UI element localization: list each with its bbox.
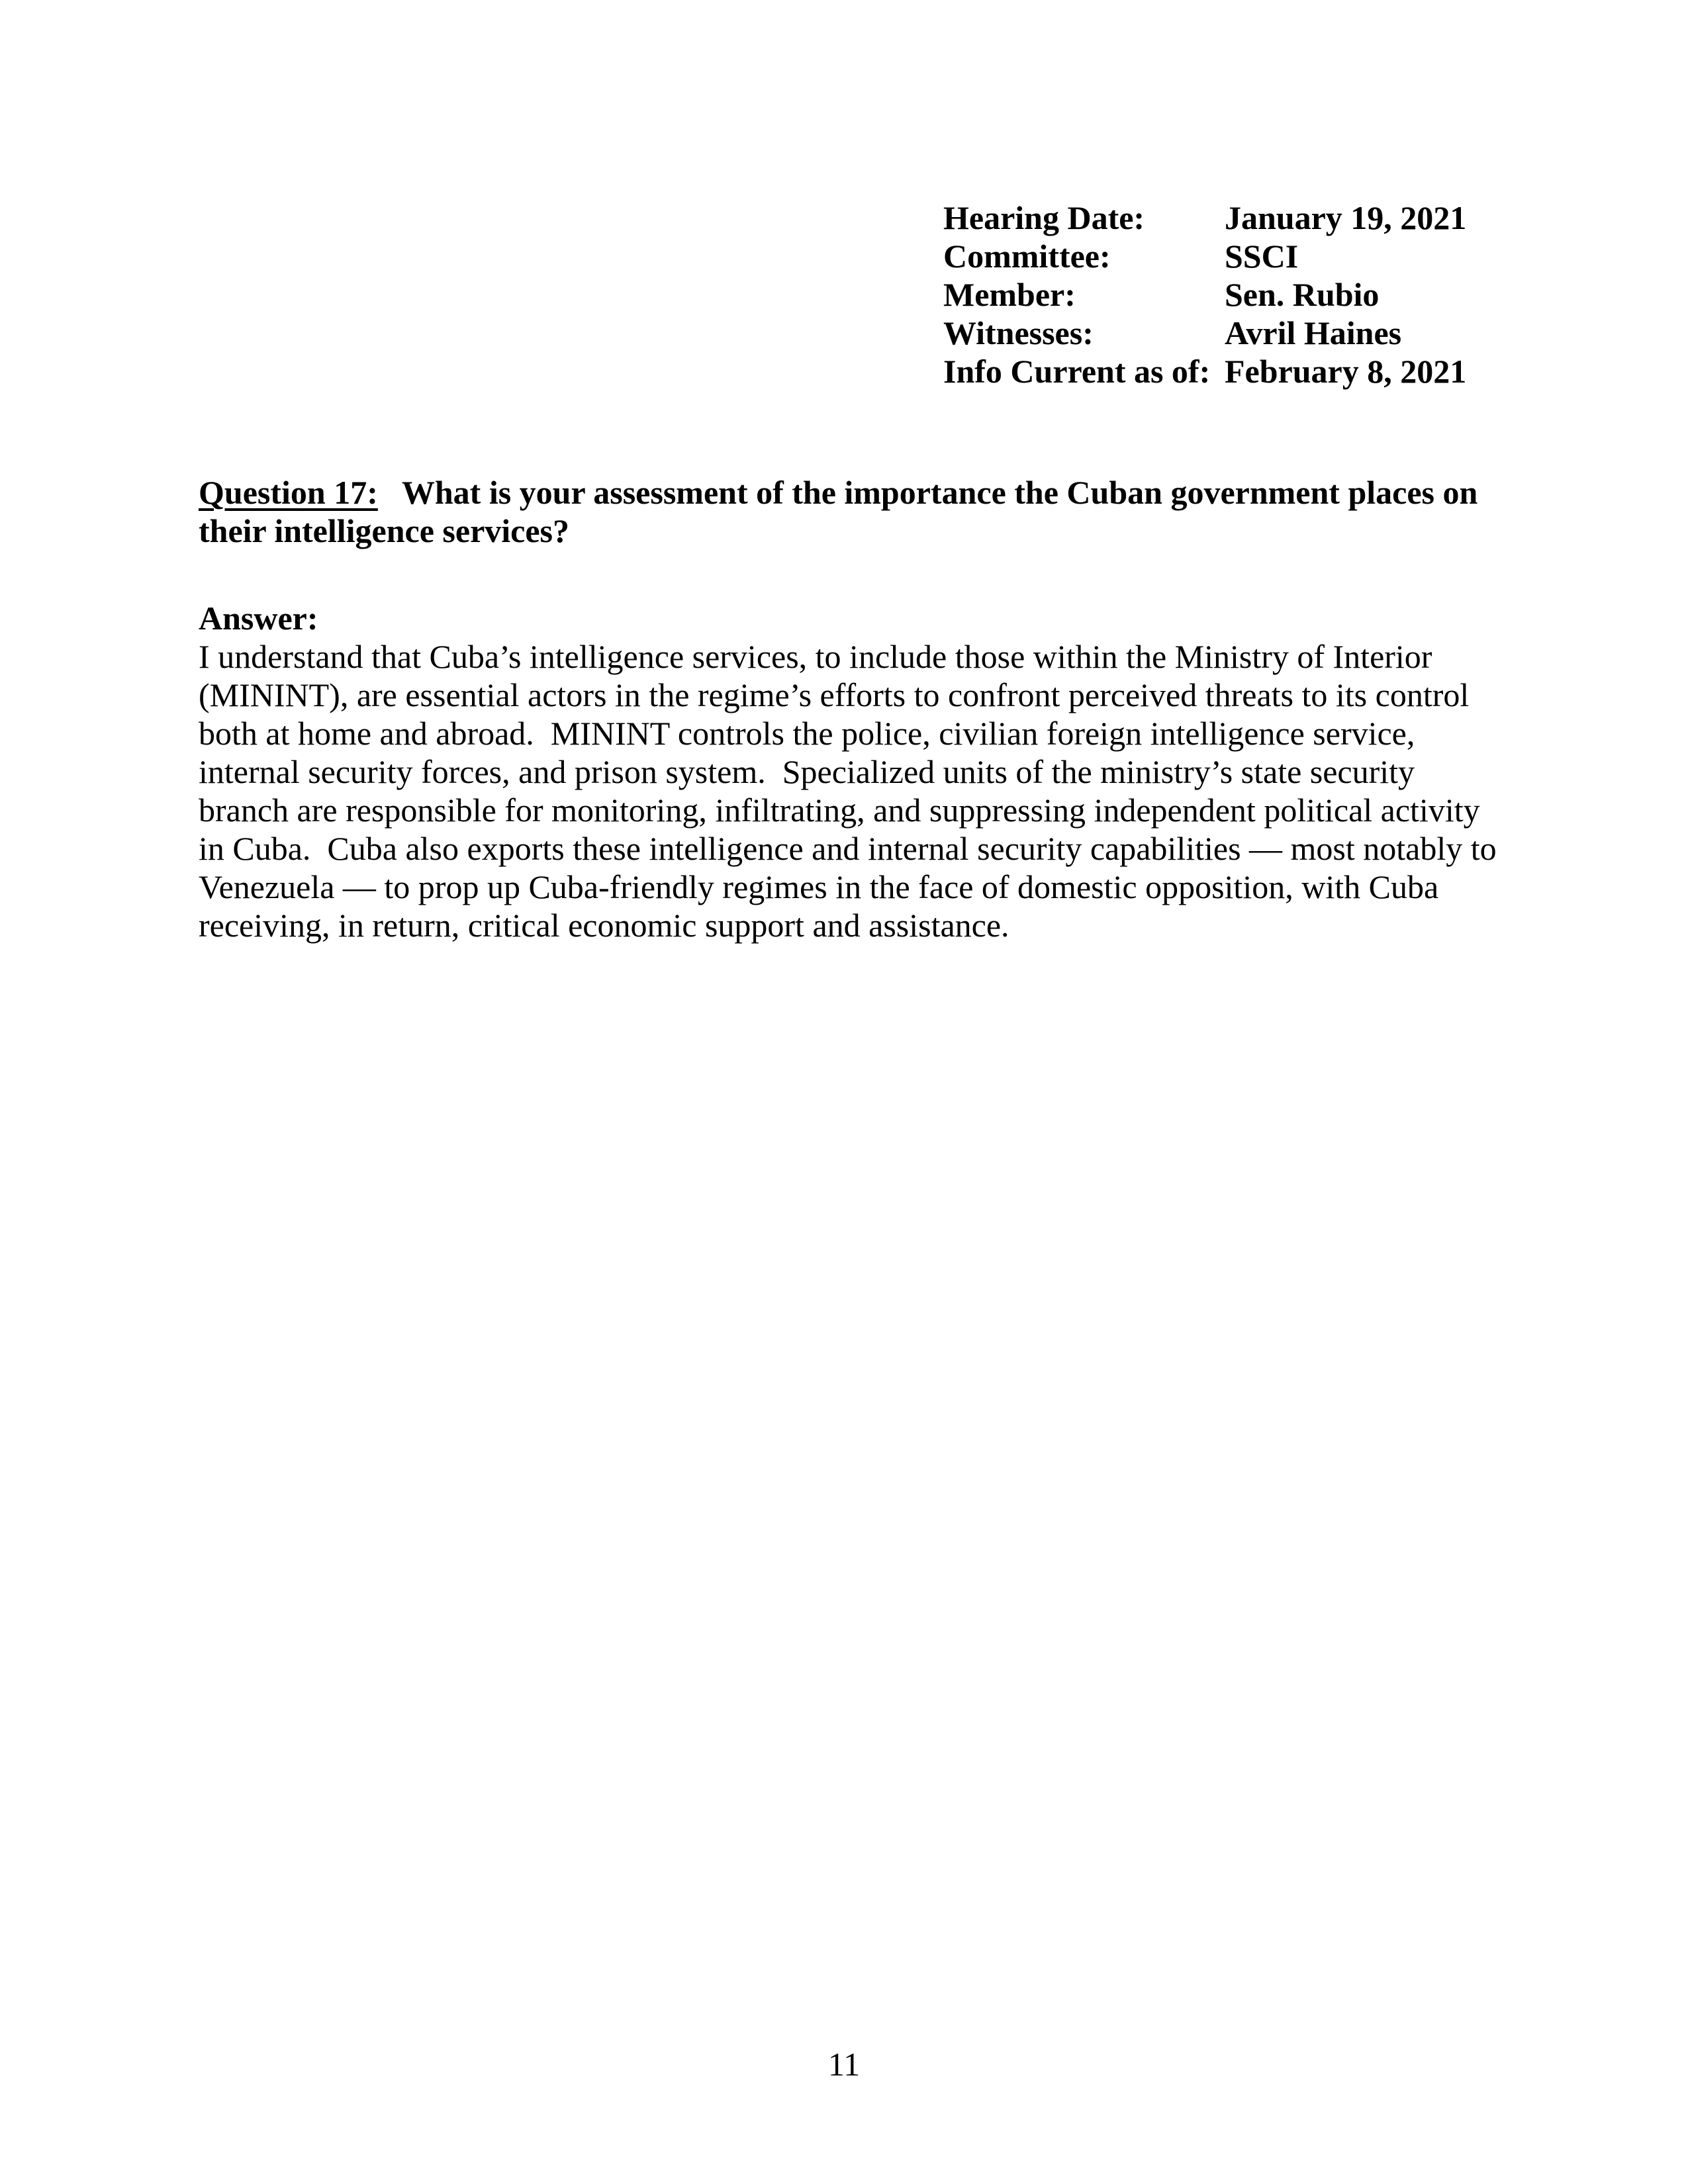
answer-block [199,599,1513,944]
question-label: Question 17: [199,474,378,511]
member-value: Sen. Rubio [1225,276,1380,313]
witnesses-value: Avril Haines [1225,314,1402,351]
question-paragraph [199,473,1513,550]
info-current-value: February 8, 2021 [1225,353,1467,390]
committee-label: Committee: [943,238,1111,275]
hearing-date-label: Hearing Date: [943,199,1145,236]
witnesses-label: Witnesses: [943,314,1094,351]
member-label: Member: [943,276,1076,313]
hearing-info-block [943,199,1466,390]
witnesses-row [943,314,1466,352]
answer-text: I understand that Cuba’s intelligence services, to include those within the Ministry of Interior (MININT), are essential actors in the regime’s efforts to confront perceived threats to its control both at home and abroad. MININT controls the police, civilian foreign intelligence service, internal security forces, and prison system. Specialized units of the ministry’s state security branch are responsible for monitoring, infiltrating, and suppressing independent political activity in Cuba. Cuba also exports these intelligence and internal security capabilities — most notably to Venezuela — to prop up Cuba-friendly regimes in the face of domestic opposition, with Cuba receiving, in return, critical economic support and assistance. [199,638,1505,944]
page-number: 11 [827,2046,861,2083]
hearing-date-row [943,199,1466,237]
member-row [943,275,1466,314]
question-text: What is your assessment of the importance the Cuban government places on their intelligence services? [199,474,1478,549]
committee-row [943,237,1466,275]
answer-label: Answer: [199,600,318,637]
hearing-date-value: January 19, 2021 [1225,199,1467,236]
info-current-row [943,352,1466,390]
info-current-label: Info Current as of: [943,353,1211,390]
committee-value: SSCI [1225,238,1299,275]
